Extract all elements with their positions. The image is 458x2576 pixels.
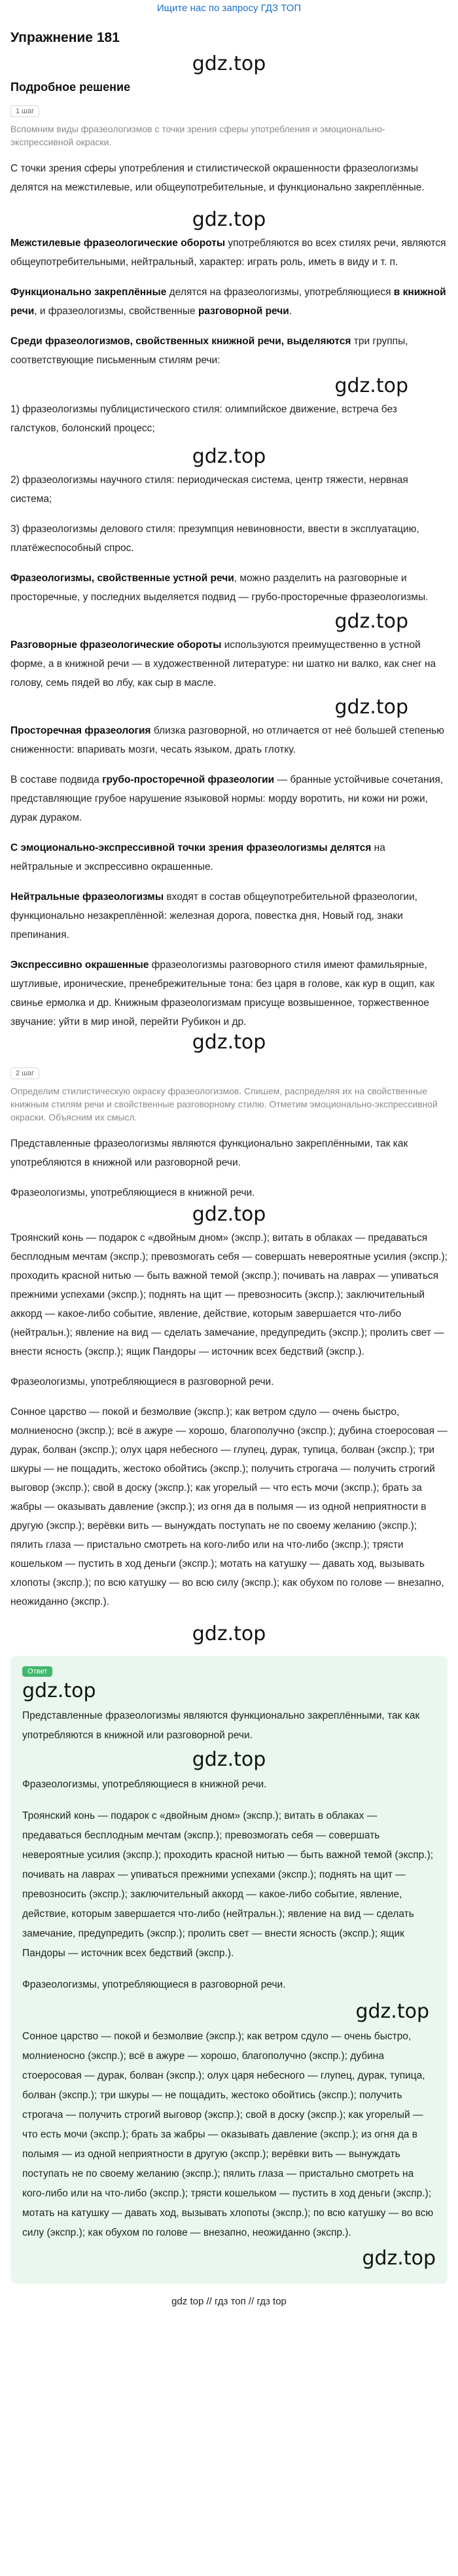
step-1-badge: 1 шаг [10, 105, 39, 117]
link-separator: // [245, 2296, 257, 2307]
step-1-intro: Вспомним виды фразеологизмов с точки зрения сферы употребления и эмоционально-экспрессивной окраски. [10, 124, 385, 147]
watermark: gdz.top [192, 52, 266, 75]
bold-term: Межстилевые фразеологические обороты [10, 238, 226, 249]
bold-term: Просторечная фразеология [10, 725, 151, 736]
step-1-paragraph [10, 234, 448, 272]
step-1-paragraph [10, 283, 448, 321]
bold-term: Среди фразеологизмов, свойственных книжной речи, выделяются [10, 336, 351, 347]
step-2-block [10, 1067, 448, 1645]
step-2-badge: 2 шаг [10, 1067, 39, 1079]
step-2-paragraph: Фразеологизмы, употребляющиеся в разговорной речи. [10, 1376, 274, 1387]
step-2-paragraph: Троянский конь — подарок с «двойным дном» (экспр.); витать в облаках — предаваться бесплодным мечтам (экспр.); превозмогать себя — совершать невероятные усилия (экспр.); проходить красной нитью — быть важной темой (экспр.); почивать на лаврах — упиваться прежними успехами (экспр.); поднять на щит — превозносить (экспр.); заключительный аккорд — какое-либо событие, явление, действие, которым завершается что-либо (нейтральн.); явление на вид — сделать замечание, предупредить (экспр.); пролить свет — внести ясность (экспр.); ящик Пандоры — источник всех бедствий (экспр.). [10, 1232, 448, 1357]
bottom-link[interactable]: гдз топ [215, 2296, 246, 2307]
step-1-paragraph [10, 569, 448, 607]
paragraph-text: употребляются во всех стилях речи, являются общеупотребительными, нейтральный, характер: играть роль, иметь в виду и т. п. [10, 238, 446, 268]
paragraph-text: . [289, 306, 292, 317]
watermark: gdz.top [334, 696, 408, 719]
bold-term: Фразеологизмы, свойственные устной речи [10, 573, 234, 584]
bold-term: грубо-просторечной фразеологии [102, 774, 275, 785]
answer-paragraph: Фразеологизмы, употребляющиеся в разговорной речи. [22, 1979, 286, 1990]
paragraph-text: фразеологизмы разговорного стиля имеют фамильярные, шутливые, иронические, пренебрежительные тона: [10, 959, 427, 990]
watermark: gdz.top [192, 208, 266, 231]
bold-term: Разговорные фразеологические обороты [10, 639, 222, 651]
exercise-title: Упражнение 181 [10, 30, 120, 45]
answer-paragraph: Фразеологизмы, употребляющиеся в книжной речи. [22, 1779, 267, 1790]
step-1-block [10, 105, 448, 1054]
paragraph-text: близка разговорной, но отличается от неё большей степенью сниженности: впаривать мозги, чесать языком, драть глотку. [10, 725, 444, 755]
paragraph-text: без царя [256, 978, 297, 990]
answer-badge: Ответ [22, 1666, 52, 1677]
paragraph-text: — бранные устойчивые сочетания, представляющие грубое нарушение языковой нормы: морду воротить, ни кожи ни рожи, дурак дураком. [10, 774, 444, 823]
step-1-paragraph [10, 887, 448, 944]
page-content [0, 30, 458, 2307]
paragraph-text: входят в состав общеупотребительной фразеологии, функционально незакреплённой: железная дорога, повестка дня, Новый год, знаки препинания. [10, 891, 417, 940]
bottom-links [10, 2296, 448, 2307]
step-1-paragraph [10, 770, 448, 827]
bold-term: Функционально закреплённые [10, 287, 167, 298]
watermark: gdz.top [192, 1622, 266, 1645]
bottom-link[interactable]: gdz top [171, 2296, 204, 2307]
watermark: gdz.top [355, 2000, 429, 2023]
step-1-paragraph [10, 956, 448, 1031]
watermark: gdz.top [192, 1031, 266, 1054]
top-search-link[interactable]: Ищите нас по запросу ГДЗ ТОП [156, 3, 302, 14]
step-2-intro: Определим стилистическую окраску фразеологизмов. Спишем, распределяя их на свойственные книжным стилям речи и свойственные разговорному стилю. Отметим эмоционально-экспрессивной окраски. Объясним их смысл. [10, 1086, 438, 1122]
watermark: gdz.top [362, 2247, 436, 2270]
answer-paragraph: Троянский конь — подарок с «двойным дном» (экспр.); витать в облаках — предаваться бесплодным мечтам (экспр.); превозмогать себя — совершать невероятные усилия (экспр.); проходить красной нитью — быть важной темой (экспр.); почивать на лаврах — упиваться прежними успехами (экспр.); поднять на щит — превозносить (экспр.); заключительный аккорд — какое-либо событие, явление, действие, которым завершается что-либо (нейтральн.); явление на вид — сделать замечание, предупредить (экспр.); пролить свет — внести ясность (экспр.); ящик Пандоры — источник всех бедствий (экспр.). [22, 1810, 434, 1959]
step-2-paragraph: Фразеологизмы, употребляющиеся в книжной речи. [10, 1187, 255, 1198]
bold-term: Экспрессивно окрашенные [10, 959, 149, 971]
paragraph-text: , можно разделить на разговорные и просторечные, у последних выделяется подвид — грубо-просторечные фразеологизмы. [10, 573, 429, 603]
answer-paragraph: Сонное царство — покой и безмолвие (экспр.); как ветром сдуло — очень быстро, молниеносно (экспр.); всё в ажуре — хорошо, благополучно (экспр.); дубина стоеросовая — дурак, болван (экспр.); олух царя небесного — глупец, дурак, тупица, болван (экспр.); три шкуры — не пощадить, жестоко обойтись (экспр.); получить строгача — получить строгий выговор (экспр.); свой в доску (экспр.); как угорелый — что есть мочи (экспр.); брать за жабры — оказывать давление (экспр.); из огня да в полымя — из одной неприятности в другую (экспр.); верёвки вить — вынуждать поступать не по своему желанию (экспр.); пялить глаза — пристально смотреть на кого-либо или на что-либо (экспр.); трясти кошельком — пустить в ход деньги (экспр.); мотать на катушку — давать ход, вызывать хлопоты (экспр.); по всю катушку — во всю силу (экспр.); как обухом по голове — внезапно, неожиданно (экспр.). [22, 2031, 434, 2238]
link-separator: // [203, 2296, 215, 2307]
watermark: gdz.top [192, 1203, 266, 1226]
step-2-paragraph: Сонное царство — покой и безмолвие (экспр.); как ветром сдуло — очень быстро, молниеносно (экспр.); всё в ажуре — хорошо, благополучно (экспр.); дубина стоеросовая — дурак, болван (экспр.); олух царя небесного — глупец, дурак, тупица, болван (экспр.); три шкуры — не пощадить, жестоко обойтись (экспр.); получить строгача — получить строгий выговор (экспр.); свой в доску (экспр.); как угорелый — что есть мочи (экспр.); брать за жабры — оказывать давление (экспр.); из огня да в полымя — из одной неприятности в другую (экспр.); верёвки вить — вынуждать поступать не по своему желанию (экспр.); пялить глаза — пристально смотреть на кого-либо или на что-либо (экспр.); трясти кошельком — пустить в ход деньги (экспр.); мотать на катушку — давать ход, вызывать хлопоты (экспр.); по всю катушку — во всю силу (экспр.); как обухом по голове — внезапно, неожиданно (экспр.). [10, 1406, 448, 1607]
paragraph-text: , и фразеологизмы, свойственные [34, 306, 198, 317]
paragraph-text: на нейтральные и экспрессивно окрашенные. [10, 842, 385, 872]
watermark: gdz.top [192, 1748, 266, 1771]
paragraph-text: В составе подвида [10, 774, 103, 785]
paragraph-text: используются преимущественно в устной форме, а в книжной речи — в художественной литературе: ни шатко ни валко, как снег на голову, семь пядей во лбу, как сыр в масле. [10, 639, 436, 689]
step-2-paragraph: Представленные фразеологизмы являются функционально закреплёнными, так как употребляются в книжной или разговорной речи. [10, 1138, 408, 1168]
subtitle: Подробное решение [10, 80, 131, 94]
step-1-paragraph: 1) фразеологизмы публицистического стиля: олимпийское движение, встреча без галстуков, болонский процесс; [10, 404, 397, 434]
watermark: gdz.top [192, 445, 266, 468]
answer-paragraph: Представленные фразеологизмы являются функционально закреплёнными, так как употребляются в книжной или разговорной речи. [22, 1710, 420, 1741]
bold-term: в книжной речи [10, 287, 446, 317]
bold-term: Нейтральные фразеологизмы [10, 891, 164, 903]
step-1-paragraph [10, 635, 448, 692]
step-1-paragraph [10, 721, 448, 759]
step-1-paragraph: С точки зрения сферы употребления и стилистической окрашенности фразеологизмы делятся на межстилевые, или общеупотребительные, и функционально закреплённые. [10, 163, 425, 193]
step-1-paragraph [10, 838, 448, 876]
bold-term: С эмоционально-экспрессивной точки зрения фразеологизмы делятся [10, 842, 372, 853]
bottom-link[interactable]: гдз top [256, 2296, 287, 2307]
bold-term: разговорной речи [198, 306, 289, 317]
paragraph-text: в голове, как кур в ощип, как свинье ермолка и др. Книжным фразеологизмам присуще возвышенное, торжественное звучание: уйти в мир иной, перейти Рубикон и др. [10, 978, 434, 1028]
step-1-paragraph [10, 332, 448, 370]
watermark: gdz.top [334, 610, 408, 633]
watermark: gdz.top [334, 374, 408, 397]
step-1-paragraph: 3) фразеологизмы делового стиля: презумпция невиновности, ввести в эксплуатацию, платёжеспособный спрос. [10, 524, 419, 554]
paragraph-text: делятся на фразеологизмы, употребляющиеся [166, 287, 394, 298]
answer-box [10, 1656, 448, 2284]
step-1-paragraph: 2) фразеологизмы научного стиля: периодическая система, центр тяжести, нервная система; [10, 474, 408, 505]
paragraph-text: три группы, соответствующие письменным стилям речи: [10, 336, 408, 366]
watermark: gdz.top [22, 1679, 96, 1702]
